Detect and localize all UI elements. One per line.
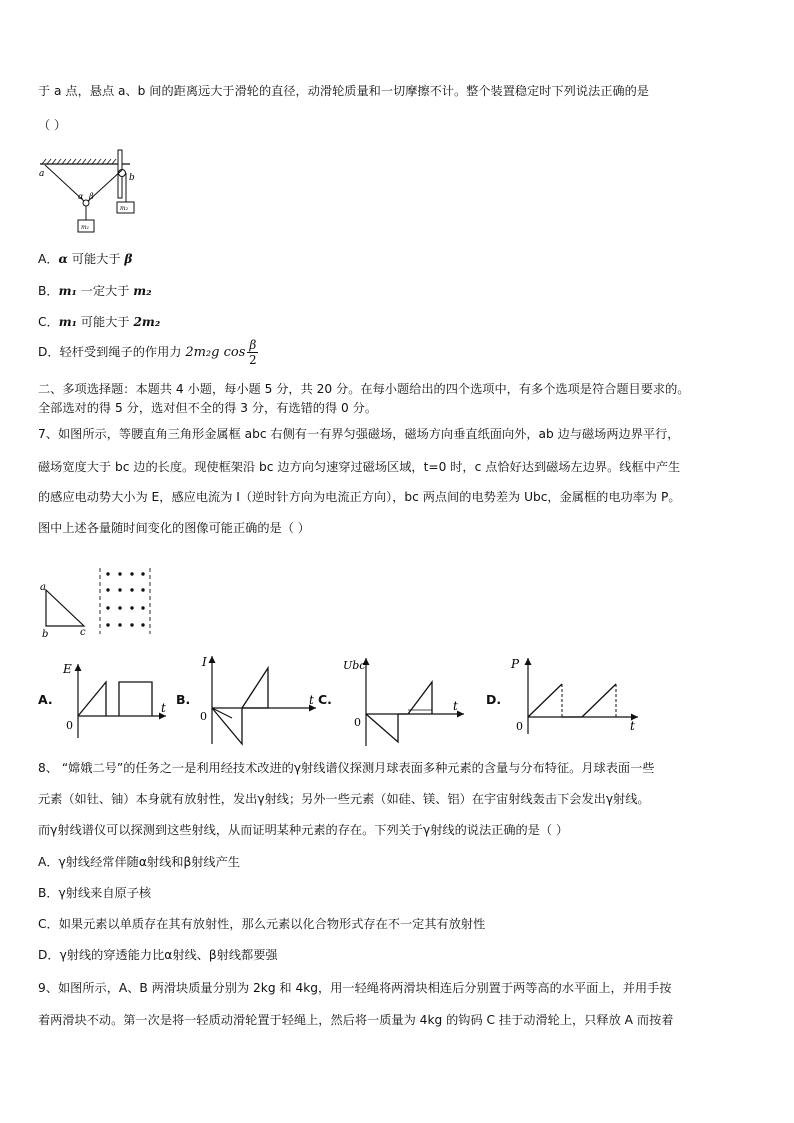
q6-option-d-letter: D． — [38, 345, 60, 359]
q7-graph-d[interactable] — [506, 650, 646, 740]
q7-line4: 图中上述各量随时间变化的图像可能正确的是（ ） — [38, 521, 310, 535]
q7-graph-c-origin: 0 — [354, 716, 361, 729]
q6-fig-label-b: b — [129, 173, 135, 183]
q6-option-c[interactable] — [38, 313, 160, 330]
q6-option-a-sym2: β — [124, 252, 133, 266]
section2-line2: 全部选对的得 5 分，选对但不全的得 3 分，有选错的得 0 分。 — [38, 401, 378, 415]
q6-option-b[interactable] — [38, 282, 152, 299]
q8-line3: 而γ射线谱仪可以探测到这些射线，从而证明某种元素的存在。下列关于γ射线的说法正确的是（ ） — [38, 823, 569, 837]
q7-graph-a-origin: 0 — [66, 719, 73, 732]
q7-graph-d-xlabel: t — [630, 719, 635, 733]
q6-option-c-text: 可能大于 — [76, 315, 134, 329]
q6-option-b-letter: B． — [38, 284, 59, 298]
q8-option-b[interactable]: B．γ射线来自原子核 — [38, 886, 152, 900]
q7-graph-c-ylabel: Ubc — [343, 659, 366, 672]
q7-field-dots — [106, 572, 144, 626]
q7-graph-b-ylabel: I — [202, 655, 207, 669]
q8-option-a[interactable]: A．γ射线经常伴随α射线和β射线产生 — [38, 855, 240, 869]
q6-option-a-mid: 可能大于 — [67, 252, 125, 266]
q7-graph-a[interactable] — [62, 656, 172, 746]
q7-triangle-field-figure — [38, 564, 160, 640]
q9-line2: 着两滑块不动。第一次是将一轻质动滑轮置于轻绳上，然后将一质量为 4kg 的钩码 C 挂于动滑轮上，只释放 A 而按着 — [38, 1013, 674, 1027]
q7-graph-b-letter[interactable]: B. — [176, 692, 191, 707]
q7-graph-c-letter[interactable]: C. — [318, 692, 332, 707]
q7-graph-b[interactable] — [196, 648, 326, 748]
q6-option-d[interactable] — [38, 338, 258, 367]
q7-graph-d-ylabel: P — [511, 657, 520, 671]
q7-graph-c[interactable] — [340, 650, 470, 750]
q7-graph-c-xlabel: t — [453, 699, 458, 713]
q7-graph-d-origin: 0 — [516, 720, 523, 733]
q6-fig-label-alpha: α — [78, 192, 84, 201]
q8-line1: 8、 “嫦娥二号”的任务之一是利用经技术改进的γ射线谱仪探测月球表面多种元素的含量与分布特征。月球表面一些 — [38, 761, 655, 775]
q6-fig-label-a: a — [39, 169, 45, 179]
q6-option-b-text: 一定大于 — [76, 284, 134, 298]
q7-graph-a-ylabel: E — [63, 662, 72, 676]
q6-option-d-text: 轻杆受到绳子的作用力 — [59, 345, 186, 359]
q6-option-a-sym1: α — [58, 252, 68, 266]
q7-graph-a-xlabel: t — [161, 701, 166, 715]
q7-fig-label-a: a — [40, 582, 46, 593]
q6-option-b-sym2: m₂ — [133, 284, 152, 298]
q8-line2: 元素（如钍、铀）本身就有放射性，发出γ射线；另外一些元素（如硅、镁、铝）在宇宙射线轰击下会发出γ射线。 — [38, 792, 650, 806]
q6-fig-label-m1: m₁ — [81, 224, 90, 231]
q6-option-d-numerator: β — [249, 338, 257, 352]
q6-option-a[interactable] — [38, 250, 133, 267]
q6-option-b-sym1: m₁ — [58, 284, 77, 298]
q6-option-d-fraction — [247, 338, 258, 367]
q6-option-d-math: 2m₂g cos — [185, 345, 246, 360]
q7-graph-a-letter[interactable]: A. — [38, 692, 53, 707]
q6-fig-label-beta: β — [89, 192, 94, 201]
q7-graph-b-xlabel: t — [309, 693, 314, 707]
q7-line3: 的感应电动势大小为 E，感应电流为 I（逆时针方向为电流正方向），bc 两点间的电势差为 Ubc，金属框的电功率为 P。 — [38, 490, 681, 504]
q8-option-d[interactable]: D．γ射线的穿透能力比α射线、β射线都要强 — [38, 948, 278, 962]
q7-line1: 7、如图所示，等腰直角三角形金属框 abc 右侧有一有界匀强磁场，磁场方向垂直纸面向外，ab 边与磁场两边界平行， — [38, 427, 680, 441]
q6-pulley-figure — [38, 146, 148, 238]
q6-fig-label-m2: m₂ — [120, 205, 129, 212]
q6-option-c-letter: C． — [38, 315, 59, 329]
section2-line1: 二、多项选择题：本题共 4 小题，每小题 5 分，共 20 分。在每小题给出的四个选项中，有多个选项是符合题目要求的。 — [38, 382, 690, 396]
q7-graph-b-origin: 0 — [200, 710, 207, 723]
q7-graph-d-letter[interactable]: D. — [486, 692, 502, 707]
q6-option-a-letter: A． — [38, 252, 59, 266]
q7-line2: 磁场宽度大于 bc 边的长度。现使框架沿 bc 边方向匀速穿过磁场区域，t=0 时，c 点恰好达到磁场左边界。线框中产生 — [38, 460, 681, 474]
q6-answer-paren: （ ） — [38, 118, 67, 132]
q9-line1: 9、如图所示，A、B 两滑块质量分别为 2kg 和 4kg，用一轻绳将两滑块相连后分别置于两等高的水平面上，并用手按 — [38, 981, 672, 995]
q7-fig-label-c: c — [80, 627, 86, 638]
q6-stem-line1: 于 a 点，悬点 a、b 间的距离远大于滑轮的直径，动滑轮质量和一切摩擦不计。整个装置稳定时下列说法正确的是 — [38, 84, 649, 98]
q7-fig-label-b: b — [42, 629, 49, 640]
q6-option-d-denominator: 2 — [249, 353, 257, 367]
q8-option-c[interactable]: C．如果元素以单质存在其有放射性，那么元素以化合物形式存在不一定其有放射性 — [38, 917, 486, 931]
q6-option-c-sym2: 2m₂ — [133, 315, 161, 329]
q6-option-c-sym1: m₁ — [58, 315, 77, 329]
